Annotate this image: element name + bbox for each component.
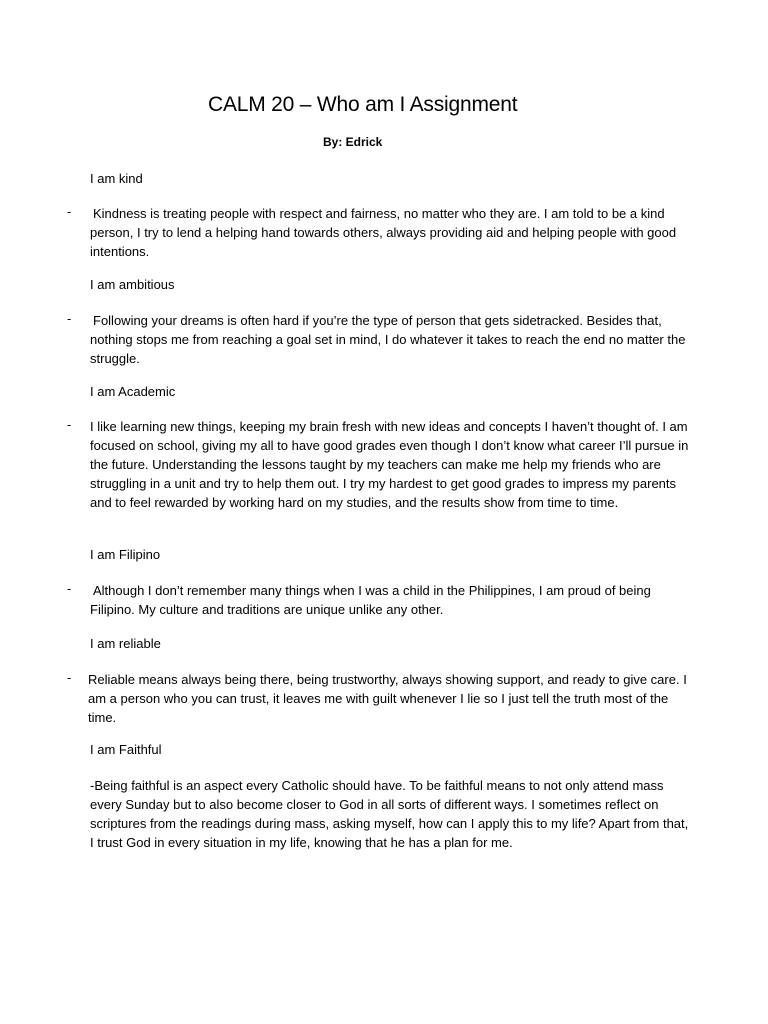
bullet-dash: -: [67, 204, 72, 219]
section-heading-kind: I am kind: [90, 171, 143, 186]
document-byline: By: Edrick: [323, 135, 383, 149]
section-heading-reliable: I am reliable: [90, 636, 161, 651]
section-heading-filipino: I am Filipino: [90, 547, 161, 562]
section-heading-faithful: I am Faithful: [90, 742, 162, 757]
section-paragraph-kind: Kindness is treating people with respect and fairness, no matter who they are. I am told to be a kind person, I try to lend a helping hand towards others, always providing aid and helping people with good intentions.: [90, 206, 677, 259]
section-paragraph-filipino: Although I don’t remember many things when I was a child in the Philippines, I am proud of being Filipino. My culture and traditions are unique unlike any other.: [90, 583, 651, 617]
section-paragraph-faithful: -Being faithful is an aspect every Catholic should have. To be faithful means to not only attend mass every Sunday but to also become closer to God in all sorts of different ways. I sometimes reflect on scriptures from the readings during mass, asking myself, how can I apply this to my life? Apart from that, I trust God in every situation in my life, knowing that he has a plan for me.: [90, 778, 689, 850]
section-heading-ambitious: I am ambitious: [90, 277, 175, 292]
section-paragraph-ambitious: Following your dreams is often hard if you’re the type of person that gets sidetracked. Besides that, nothing stops me from reaching a goal set in mind, I do whatever it takes to reach the end no matter the struggle.: [90, 313, 686, 366]
bullet-dash: -: [67, 311, 72, 326]
section-paragraph-academic: I like learning new things, keeping my brain fresh with new ideas and concepts I haven’t thought of. I am focused on school, giving my all to have good grades even though I don’t know what career I’ll pursue in the future. Understanding the lessons taught by my teachers can make me help my friends who are struggling in a unit and try to help them out. I try my hardest to get good grades to impress my parents and to feel rewarded by working hard on my studies, and the results show from time to time.: [90, 419, 689, 510]
bullet-dash: -: [67, 581, 72, 596]
section-heading-academic: I am Academic: [90, 384, 176, 399]
bullet-dash: -: [67, 670, 72, 685]
document-title: CALM 20 – Who am I Assignment: [208, 93, 518, 116]
section-paragraph-reliable: Reliable means always being there, being trustworthy, always showing support, and ready to give care. I am a person who you can trust, it leaves me with guilt whenever I lie so I just tell the truth most of the time.: [88, 672, 687, 725]
bullet-dash: -: [67, 417, 72, 432]
